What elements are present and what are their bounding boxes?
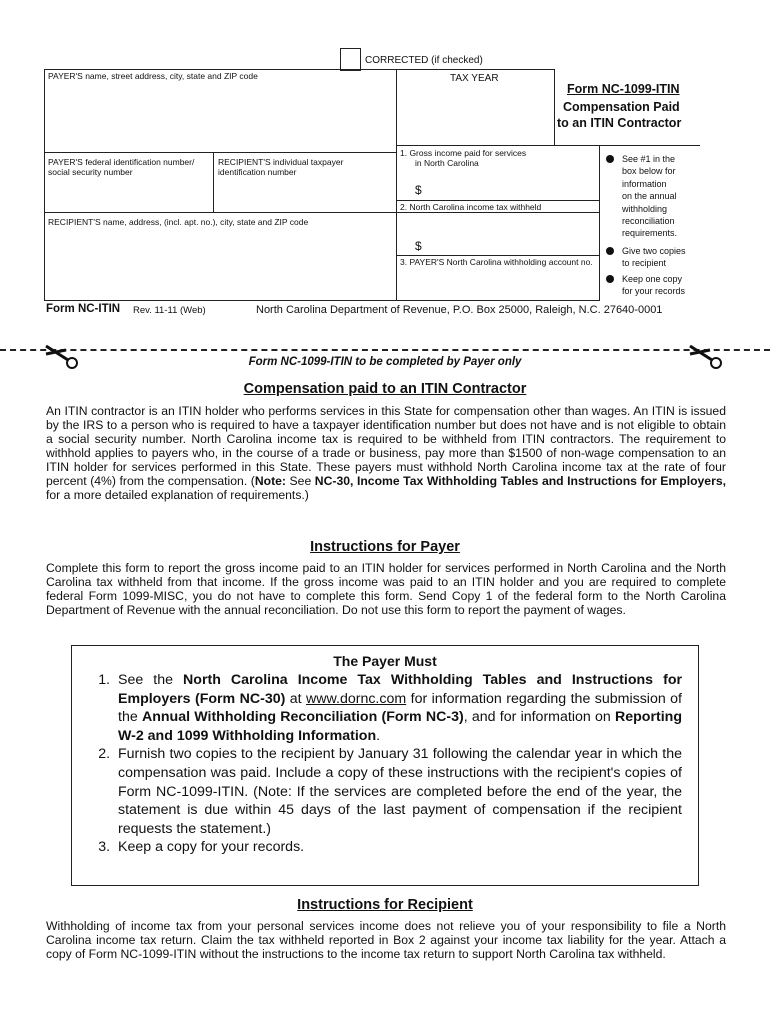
form-subtitle-2: to an ITIN Contractor [557,116,682,130]
box1-currency: $ [415,183,422,197]
box3-label: 3. PAYER'S North Carolina withholding account no. [400,257,593,267]
section2-body: Complete this form to report the gross income paid to an ITIN holder for services performed in North Carolina and the North Carolina tax withheld from that income. If the gross income was paid to an ITIN holder and you are required to complete federal Form 1099-MISC, you do not have to complete this form. Send Copy 1 of the federal form to the North Carolina Department of Revenue with the annual reconciliation. Do not use this form to report the payment of wages. [46,561,726,617]
side-note-3: Keep one copy for your records [606,273,685,298]
corrected-checkbox[interactable] [340,48,361,71]
form-id: Form NC-1099-ITIN [567,82,680,96]
section3-title: Instructions for Recipient [297,897,473,913]
footer-form: Form NC-ITIN [46,303,121,315]
cut-note: Form NC-1099-ITIN to be completed by Payer only [248,356,522,368]
list-item: 2. Furnish two copies to the recipient by January 31 following the calendar year in which the compensation was paid. Include a copy of these instructions with the recipient's copies of Form NC-1099-ITIN. (Note: If the services are completed before the end of the year, the statement is due within 45 days of the last payment of compensation if the recipient requests the statement.) [114,745,682,838]
payer-must-title: The Payer Must [333,653,437,669]
recipient-id-label: RECIPIENT'S individual taxpayer identification number [218,157,344,177]
box1-label: 1. Gross income paid for services in North Carolina [400,148,527,168]
dornc-link[interactable]: www.dornc.com [306,690,407,707]
form-subtitle-1: Compensation Paid [563,100,680,114]
cut-line [0,349,770,353]
bullet-icon [606,275,614,283]
section1-body: An ITIN contractor is an ITIN holder who performs services in this State for compensation other than wages. An ITIN is issued by the IRS to a person who is required to have a taxpayer identification number but does not have and is not eligible to obtain a social security number. North Carolina income tax is required to be withheld from ITIN contractors. The requirement to withhold applies to payers who, in the course of a trade or business, pay more than $1500 of non-wage compensation to an ITIN holder for services performed in this State. These payers must withhold North Carolina income tax at the rate of four percent (4%) from the compensation. (Note: See NC-30, Income Tax Withholding Tables and Instructions for Employers, for a more detailed explanation of requirements.) [46,404,726,502]
side-note-1: See #1 in the box below for information on the annual withholding reconciliation requirements. [606,153,677,240]
side-note-2: Give two copies to recipient [606,245,686,270]
list-item: 1. See the North Carolina Income Tax Withholding Tables and Instructions for Employers (Form NC-30) at www.dornc.com for information regarding the submission of the Annual Withholding Reconciliation (Form NC-3), and for information on Reporting W-2 and 1099 Withholding Information. [114,671,682,745]
section3-body: Withholding of income tax from your personal services income does not relieve you of your responsibility to file a North Carolina income tax return. Claim the tax withheld reported in Box 2 against your income tax liability for the year. Attach a copy of Form NC-1099-ITIN without the instructions to the income tax return to support North Carolina tax withheld. [46,919,726,961]
tax-year-label: TAX YEAR [450,73,499,84]
section1-title: Compensation paid to an ITIN Contractor [243,381,527,397]
list-item: 3. Keep a copy for your records. [114,838,682,857]
payer-name-label: PAYER'S name, street address, city, state and ZIP code [48,71,258,81]
corrected-label: CORRECTED (if checked) [365,55,483,66]
footer-dept: North Carolina Department of Revenue, P.O. Box 25000, Raleigh, N.C. 27640-0001 [256,304,663,316]
payer-must-box [71,645,699,886]
section2-title: Instructions for Payer [310,539,460,555]
bullet-icon [606,247,614,255]
payer-fed-id-label: PAYER'S federal identification number/ social security number [48,157,195,177]
payer-must-list [72,671,698,857]
recipient-name-label: RECIPIENT'S name, address, (incl. apt. no.), city, state and ZIP code [48,217,309,227]
box2-currency: $ [415,239,422,253]
bullet-icon [606,155,614,163]
box2-label: 2. North Carolina income tax withheld [400,202,542,212]
footer-rev: Rev. 11-11 (Web) [133,305,206,316]
